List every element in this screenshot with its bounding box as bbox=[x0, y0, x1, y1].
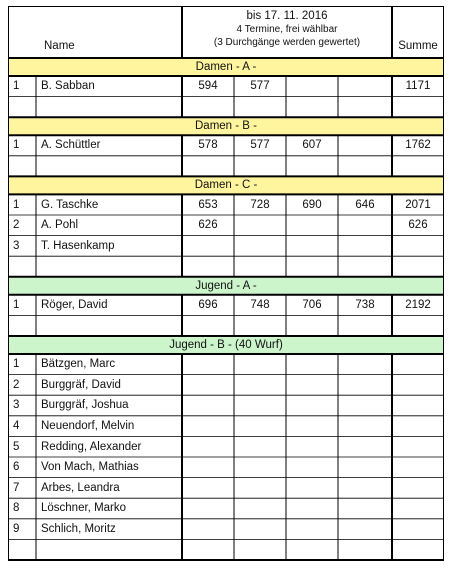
score-cell bbox=[338, 135, 392, 156]
score-cell bbox=[338, 215, 392, 236]
score-cell bbox=[182, 156, 234, 177]
sum-cell bbox=[392, 315, 444, 336]
sum-cell bbox=[392, 375, 444, 396]
row-number: 1 bbox=[13, 80, 20, 93]
table-body bbox=[8, 6, 444, 573]
score-cell bbox=[338, 236, 392, 257]
row-number: 1 bbox=[13, 198, 20, 211]
score-cell bbox=[286, 416, 338, 437]
group-band: Damen - B - bbox=[8, 117, 444, 135]
score-cell bbox=[182, 354, 234, 375]
score-cell: 748 bbox=[250, 299, 270, 312]
score-cell bbox=[234, 416, 286, 437]
player-name: Löschner, Marko bbox=[41, 502, 127, 515]
row-number: 8 bbox=[13, 502, 20, 515]
row-number bbox=[8, 315, 36, 336]
score-cell bbox=[234, 97, 286, 118]
player-name bbox=[36, 539, 182, 560]
sum-cell bbox=[392, 478, 444, 499]
sum-cell bbox=[392, 156, 444, 177]
player-name bbox=[36, 315, 182, 336]
score-cell bbox=[338, 97, 392, 118]
score-cell: 706 bbox=[302, 299, 322, 312]
sum-cell bbox=[392, 256, 444, 277]
score-cell bbox=[338, 519, 392, 540]
row-number: 2 bbox=[13, 219, 20, 232]
score-cell: 578 bbox=[198, 139, 218, 152]
score-cell bbox=[286, 354, 338, 375]
score-cell bbox=[234, 395, 286, 416]
score-cell bbox=[286, 315, 338, 336]
player-name: A. Pohl bbox=[41, 219, 79, 232]
score-cell bbox=[182, 498, 234, 519]
player-name: Neuendorf, Melvin bbox=[41, 420, 135, 433]
player-name: B. Sabban bbox=[41, 80, 95, 93]
player-name: Burggräf, David bbox=[41, 378, 121, 391]
row-number bbox=[8, 156, 36, 177]
sum-cell bbox=[392, 416, 444, 437]
score-cell bbox=[286, 457, 338, 478]
terms-line-2: (3 Durchgänge werden gewertet) bbox=[213, 37, 361, 48]
player-name bbox=[36, 156, 182, 177]
score-cell bbox=[182, 478, 234, 499]
deadline-header: bis 17. 11. 2016 bbox=[246, 10, 328, 22]
score-cell bbox=[234, 539, 286, 560]
score-cell bbox=[286, 375, 338, 396]
score-cell bbox=[286, 97, 338, 118]
row-number: 1 bbox=[13, 299, 20, 312]
player-name bbox=[36, 256, 182, 277]
row-number: 7 bbox=[13, 481, 20, 494]
group-band: Damen - C - bbox=[8, 176, 444, 194]
score-cell bbox=[286, 478, 338, 499]
score-cell bbox=[234, 215, 286, 236]
sum-cell bbox=[392, 539, 444, 560]
player-name: Von Mach, Mathias bbox=[41, 461, 139, 474]
score-cell bbox=[286, 436, 338, 457]
row-number: 4 bbox=[13, 420, 20, 433]
player-name: Schlich, Moritz bbox=[41, 523, 116, 536]
player-name: T. Hasenkamp bbox=[41, 239, 115, 252]
score-cell: 626 bbox=[198, 219, 218, 232]
score-cell bbox=[234, 315, 286, 336]
score-cell bbox=[182, 539, 234, 560]
score-cell bbox=[338, 315, 392, 336]
sum-cell bbox=[392, 519, 444, 540]
score-cell bbox=[234, 478, 286, 499]
sum-cell bbox=[392, 395, 444, 416]
player-name: G. Taschke bbox=[41, 198, 99, 211]
row-number: 3 bbox=[13, 239, 20, 252]
player-name: Redding, Alexander bbox=[41, 440, 142, 453]
score-cell: 696 bbox=[198, 299, 218, 312]
player-name: Bätzgen, Marc bbox=[41, 358, 116, 371]
score-cell bbox=[182, 436, 234, 457]
score-cell bbox=[286, 539, 338, 560]
score-cell bbox=[338, 457, 392, 478]
sum-cell: 2071 bbox=[405, 198, 431, 211]
score-cell bbox=[234, 354, 286, 375]
score-cell bbox=[286, 156, 338, 177]
score-table bbox=[8, 6, 444, 573]
player-name: A. Schüttler bbox=[41, 139, 101, 152]
sum-cell: 1171 bbox=[405, 80, 431, 93]
sum-cell bbox=[392, 436, 444, 457]
sum-cell bbox=[392, 354, 444, 375]
score-cell: 690 bbox=[302, 198, 322, 211]
score-cell: 607 bbox=[302, 139, 322, 152]
score-cell: 728 bbox=[250, 198, 270, 211]
score-cell bbox=[286, 236, 338, 257]
sum-cell bbox=[392, 498, 444, 519]
score-cell bbox=[338, 395, 392, 416]
sum-cell bbox=[392, 457, 444, 478]
score-cell bbox=[182, 395, 234, 416]
score-cell bbox=[234, 519, 286, 540]
row-number: 2 bbox=[13, 378, 20, 391]
score-cell bbox=[182, 519, 234, 540]
score-cell bbox=[234, 375, 286, 396]
score-cell bbox=[182, 375, 234, 396]
sum-cell bbox=[392, 236, 444, 257]
group-band: Jugend - B - (40 Wurf) bbox=[8, 336, 444, 354]
name-column-header: Name bbox=[44, 40, 75, 52]
row-number: 1 bbox=[13, 139, 20, 152]
score-cell bbox=[338, 436, 392, 457]
score-cell bbox=[182, 256, 234, 277]
score-cell bbox=[182, 236, 234, 257]
sum-cell: 1762 bbox=[405, 139, 431, 152]
row-number bbox=[8, 256, 36, 277]
score-cell: 653 bbox=[198, 198, 218, 211]
score-cell bbox=[338, 375, 392, 396]
score-cell bbox=[182, 416, 234, 437]
score-cell bbox=[234, 457, 286, 478]
score-cell bbox=[286, 498, 338, 519]
score-cell bbox=[182, 315, 234, 336]
sum-cell: 626 bbox=[408, 219, 428, 232]
score-cell bbox=[182, 97, 234, 118]
player-name bbox=[36, 97, 182, 118]
row-number: 6 bbox=[13, 461, 20, 474]
row-number: 3 bbox=[13, 399, 20, 412]
score-cell bbox=[338, 354, 392, 375]
row-number bbox=[8, 539, 36, 560]
score-cell bbox=[286, 215, 338, 236]
score-cell bbox=[182, 457, 234, 478]
terms-line-1: 4 Termine, frei wählbar bbox=[236, 24, 338, 35]
score-cell: 577 bbox=[250, 139, 270, 152]
score-cell bbox=[338, 539, 392, 560]
score-cell bbox=[338, 76, 392, 97]
score-cell bbox=[234, 156, 286, 177]
score-cell: 738 bbox=[355, 299, 375, 312]
player-name: Burggräf, Joshua bbox=[41, 399, 129, 412]
sum-cell bbox=[392, 97, 444, 118]
row-number bbox=[8, 97, 36, 118]
score-cell: 577 bbox=[250, 80, 270, 93]
score-cell bbox=[286, 76, 338, 97]
sum-cell: 2192 bbox=[405, 299, 431, 312]
row-number: 1 bbox=[13, 358, 20, 371]
row-number: 5 bbox=[13, 440, 20, 453]
score-cell bbox=[338, 256, 392, 277]
score-cell bbox=[338, 416, 392, 437]
score-cell bbox=[338, 478, 392, 499]
score-cell bbox=[234, 498, 286, 519]
score-cell: 594 bbox=[198, 80, 218, 93]
score-cell bbox=[234, 256, 286, 277]
player-name: Röger, David bbox=[41, 299, 108, 312]
score-cell bbox=[338, 498, 392, 519]
score-cell bbox=[338, 156, 392, 177]
row-number: 9 bbox=[13, 523, 20, 536]
score-cell bbox=[286, 395, 338, 416]
score-cell bbox=[234, 436, 286, 457]
group-band: Damen - A - bbox=[8, 58, 444, 76]
player-name: Arbes, Leandra bbox=[41, 481, 120, 494]
sum-column-header: Summe bbox=[398, 40, 438, 52]
group-band: Jugend - A - bbox=[8, 277, 444, 295]
score-cell: 646 bbox=[355, 198, 375, 211]
score-cell bbox=[286, 519, 338, 540]
score-cell bbox=[234, 236, 286, 257]
score-cell bbox=[286, 256, 338, 277]
